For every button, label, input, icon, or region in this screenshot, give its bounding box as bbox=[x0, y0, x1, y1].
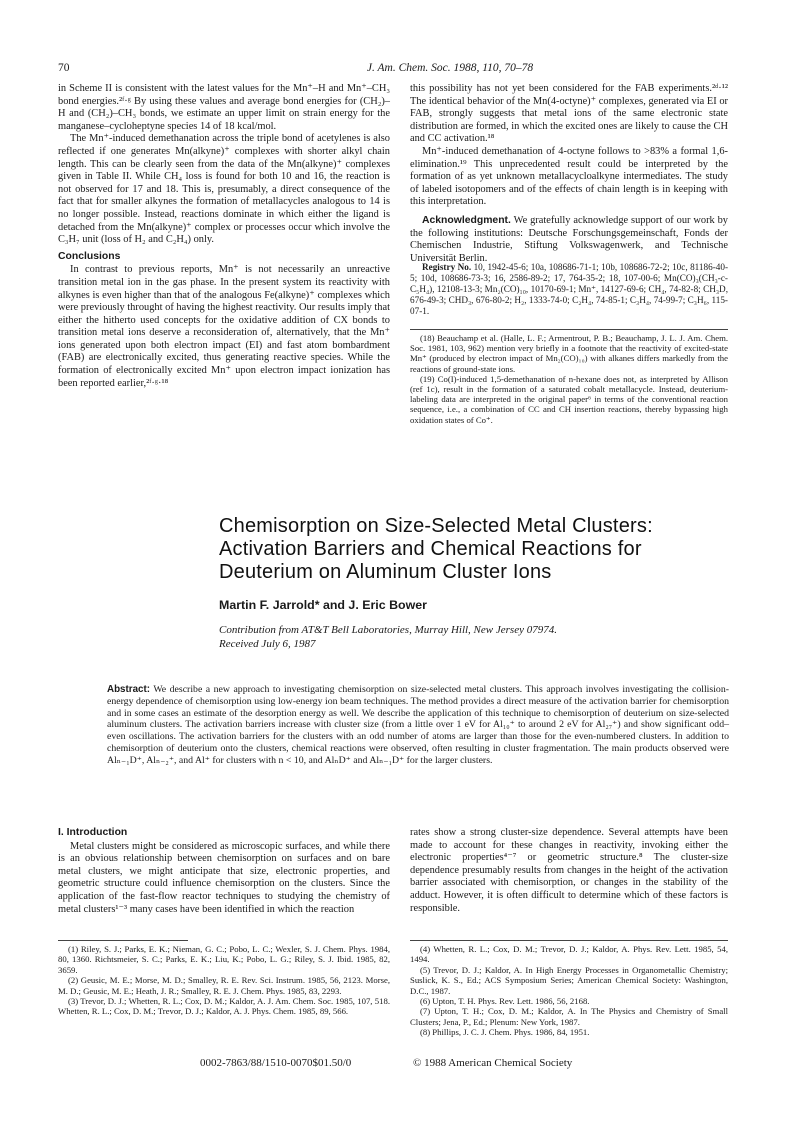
refs-divider-right bbox=[410, 940, 728, 941]
contribution-line: Contribution from AT&T Bell Laboratories, Murray Hill, New Jersey 07974. bbox=[219, 624, 557, 636]
registry-text: 10, 1942-45-6; 10a, 108686-71-1; 10b, 108686-72-2; 10c, 81186-40-5; 10d, 108686-73-3; 16, 2586-89-2; 17, 764-35-2; 18, 107-00-6; Mn(CO)₃(CH₃-c-C₅H₄), 12108-13-3; Mn₂(CO)₁₀, 10170-69-1; Mn⁺, 14127-69-6; CH₄, 74-82-8; CH₃D, 676-49-3; CHD₃, 676-80-2; H₂, 1333-74-0; C₂H₄, 74-85-1; C₃H₄, 74-99-7; C₃H₆, 115-07-1. bbox=[410, 262, 729, 316]
registry-numbers bbox=[410, 262, 728, 317]
reference-item: (7) Upton, T. H.; Cox, D. M.; Kaldor, A. In The Physics and Chemistry of Small Clusters; Jena, P., Ed.; Plenum: New York, 1987. bbox=[410, 1006, 728, 1027]
acknowledgment bbox=[410, 215, 728, 265]
intro-right bbox=[410, 827, 728, 915]
registry-label: Registry No. bbox=[422, 262, 472, 272]
paragraph: In contrast to previous reports, Mn⁺ is not necessarily an unreactive transition metal ion in the gas phase. In the present system its reactivity with alkynes is even higher than that of the analogous Fe(alkyne)⁺ complexes which were previously throught of having the highest reactivity. Our results imply that either the hitherto used concepts for the oxidative addition of CX bonds to transition metal ions deserve a reconsideration of, alternatively, that the Mn⁺ ions generated upon both electron impact (EI) and fast atom bombardment (FAB) are electronically excited, thus generating reactive species. While the formation of electronically excited Mn⁺ upon electron impact ionization has been reported earlier,²ᶠ·ᵍ·¹⁸ bbox=[58, 264, 390, 389]
paragraph: rates show a strong cluster-size dependence. Several attempts have been made to account for these changes in reactivity, invoking either the electronic properties⁴⁻⁷ or geometric structure.⁸ The cluster-size dependence presumably results from changes in the height of the activation barrier associated with chemisorption, or changes in the stability of the adduct. However, it is often difficult to determine which of these factors is responsible. bbox=[410, 827, 728, 914]
notes-divider bbox=[410, 329, 728, 330]
article-title: Chemisorption on Size-Selected Metal Clusters: Activation Barriers and Chemical Reactions for Deuterium on Aluminum Cluster Ions bbox=[219, 515, 653, 583]
paragraph: The Mn⁺-induced demethanation across the triple bond of acetylenes is also reflected if one generates Mn(alkyne)⁺ complexes with shorter alkyl chain length. This can be clearly seen from the data of the Mn(alkyne)⁺ complexes given in Table II. While CH₄ loss is found for both 10 and 16, the reaction is not observed for 17 and 18. This is, presumably, a direct consequence of the fact that for smaller alkynes the formation of metallacycles analogous to 14 is no longer possible. Instead, reactions dominate in which either the ligand is detached from the Mn(alkyne)⁺ complex or processes occur which involve the C₃H₇ unit (loss of H₂ and C₂H₄) only. bbox=[58, 133, 390, 246]
paragraph: in Scheme II is consistent with the latest values for the Mn⁺–H and Mn⁺–CH₃ bond energies.²ᶠ·ᵍ By using these values and average bond energies for (CH₂)–H and (CH₂)–CH₃ bonds, we estimate an upper limit on strain energy for the manganese–cycloheptyne species 14 of 18 kcal/mol. bbox=[58, 83, 390, 132]
page-number: 70 bbox=[58, 62, 70, 74]
abstract bbox=[107, 684, 729, 767]
footnotes-top bbox=[410, 333, 728, 425]
reference-item: (2) Geusic, M. E.; Morse, M. D.; Smalley, R. E. Rev. Sci. Instrum. 1985, 56, 2123. Morse, M. D.; Geusic, M. E.; Heath, J. R.; Smalley, R. E. J. Chem. Phys. 1985, 83, 2293. bbox=[58, 975, 390, 996]
intro-left bbox=[58, 827, 390, 916]
paragraph: this possibility has not yet been considered for the FAB experiments.²ᵈ·¹² The identical behavior of the Mn(4-octyne)⁺ complexes, generated via EI or FAB, strongly suggests that metal ions of the same electronic state distribution are formed, in which the excited ones are likely to cause the CH and CC activation.¹⁸ bbox=[410, 83, 728, 145]
footnote-19: (19) Co(I)-induced 1,5-demethanation of n-hexane does not, as interpreted by Allison (ref 1c), result in the formation of a saturated cobalt metallacycle. Instead, deuterium-labeling data are interpreted in the original paper⁶ in terms of the conventional reaction sequence, i.e., a combination of CC and CH insertion reactions, thereby bypassing high oxidation states of Co⁺. bbox=[410, 373, 728, 425]
ack-text: We gratefully acknowledge support of our work by the following institutions: Deutsche Forschungsgemeinschaft, Fonds der Chemischen Industrie, Stiftung Volkswagenwerk, and Technische Universität Berlin. bbox=[410, 214, 728, 264]
footnote-18: (18) Beauchamp et al. (Halle, L. F.; Armentrout, P. B.; Beauchamp, J. L. J. Am. Chem. Soc. 1981, 103, 962) mention very briefly in a footnote that the reactivity of excited-state Mn⁺ (produced by electron impact of Mn₂(CO)₁₀) with alkanes differs markedly from the reactions of ground-state ions. bbox=[410, 333, 728, 374]
refs-divider-left bbox=[58, 940, 188, 941]
right-column-top bbox=[410, 83, 728, 265]
received-date: Received July 6, 1987 bbox=[219, 638, 316, 650]
article-authors: Martin F. Jarrold* and J. Eric Bower bbox=[219, 598, 427, 612]
ack-label: Acknowledgment. bbox=[422, 214, 511, 226]
left-column-top bbox=[58, 83, 390, 390]
intro-heading: I. Introduction bbox=[58, 827, 128, 838]
reference-item: (6) Upton, T. H. Phys. Rev. Lett. 1986, 56, 2168. bbox=[420, 996, 590, 1007]
references-left bbox=[58, 944, 390, 1017]
abstract-label: Abstract: bbox=[107, 684, 151, 695]
reference-item: (5) Trevor, D. J.; Kaldor, A. In High Energy Processes in Organometallic Chemistry; Suslick, K. S., Ed.; ACS Symposium Series; American Chemical Society: Washington, D.C., 1987. bbox=[410, 964, 728, 996]
reference-item: (3) Trevor, D. J.; Whetten, R. L.; Cox, D. M.; Kaldor, A. J. Am. Chem. Soc. 1985, 107, 518. Whetten, R. L.; Cox, D. M.; Trevor, D. J.; Kaldor, A. J. Phys. Chem. 1985, 89, 566. bbox=[58, 996, 390, 1017]
journal-header: J. Am. Chem. Soc. 1988, 110, 70–78 bbox=[366, 62, 534, 74]
footer-copyright: © 1988 American Chemical Society bbox=[413, 1057, 573, 1069]
reference-item: (4) Whetten, R. L.; Cox, D. M.; Trevor, D. J.; Kaldor, A. Phys. Rev. Lett. 1985, 54, 1494. bbox=[410, 944, 728, 965]
paragraph: Metal clusters might be considered as microscopic surfaces, and while there is an obvious relationship between chemisorption on surfaces and on bare metal clusters, we might anticipate that size, electronic properties, and geometric structure could influence chemisorption on the clusters. Since the application of the fast-flow reactor techniques to studying the chemistry of metal clusters¹⁻³ many cases have been identified in which the reaction bbox=[58, 840, 390, 915]
reference-item: (1) Riley, S. J.; Parks, E. K.; Nieman, G. C.; Pobo, L. C.; Wexler, S. J. Chem. Phys. 1984, 80, 1360. Richtsmeier, S. C.; Parks, E. K.; Liu, K.; Pobo, L. G.; Riley, S. J. Ibid. 1985, 82, 3659. bbox=[58, 944, 390, 975]
abstract-text: We describe a new approach to investigating chemisorption on size-selected metal clusters. This approach involves investigating the collision-energy dependence of chemisorption using low-energy ion beam techniques. The method provides a direct measure of the activation barrier for chemisorption and in some cases an estimate of the desorption energy as well. We describe the application of this technique to chemisorption of deuterium on size-selected aluminum clusters. The activation barriers increase with cluster size (from a little over 1 eV for Al₁₀⁺ to around 2 eV for Al₂₇⁺) and show significant odd–even oscillations. The activation barriers for the clusters with an odd number of atoms are larger than those for the even-numbered clusters. In addition to chemisorption of deuterium onto the clusters, chemical reactions were observed, often resulting in cluster fragmentation. The main products observed were Alₙ₋₁D⁺, Alₙ₋₂⁺, and Al⁺ for clusters with n < 10, and AlₙD⁺ and Alₙ₋₁D⁺ for the larger clusters. bbox=[107, 684, 729, 766]
reference-item: (8) Phillips, J. C. J. Chem. Phys. 1986, 84, 1951. bbox=[420, 1027, 590, 1038]
references-right bbox=[410, 944, 728, 1038]
paragraph: Mn⁺-induced demethanation of 4-octyne follows to >83% a formal 1,6-elimination.¹⁹ This unprecedented result could be interpreted by the formation of as yet unknown metallacycloalkyne intermediates. The study of labeled isotopomers and of the effects of chain length is in keeping with this interpretation. bbox=[410, 145, 728, 208]
conclusions-heading: Conclusions bbox=[58, 250, 121, 262]
footer-code: 0002-7863/88/1510-0070$01.50/0 bbox=[200, 1057, 352, 1069]
